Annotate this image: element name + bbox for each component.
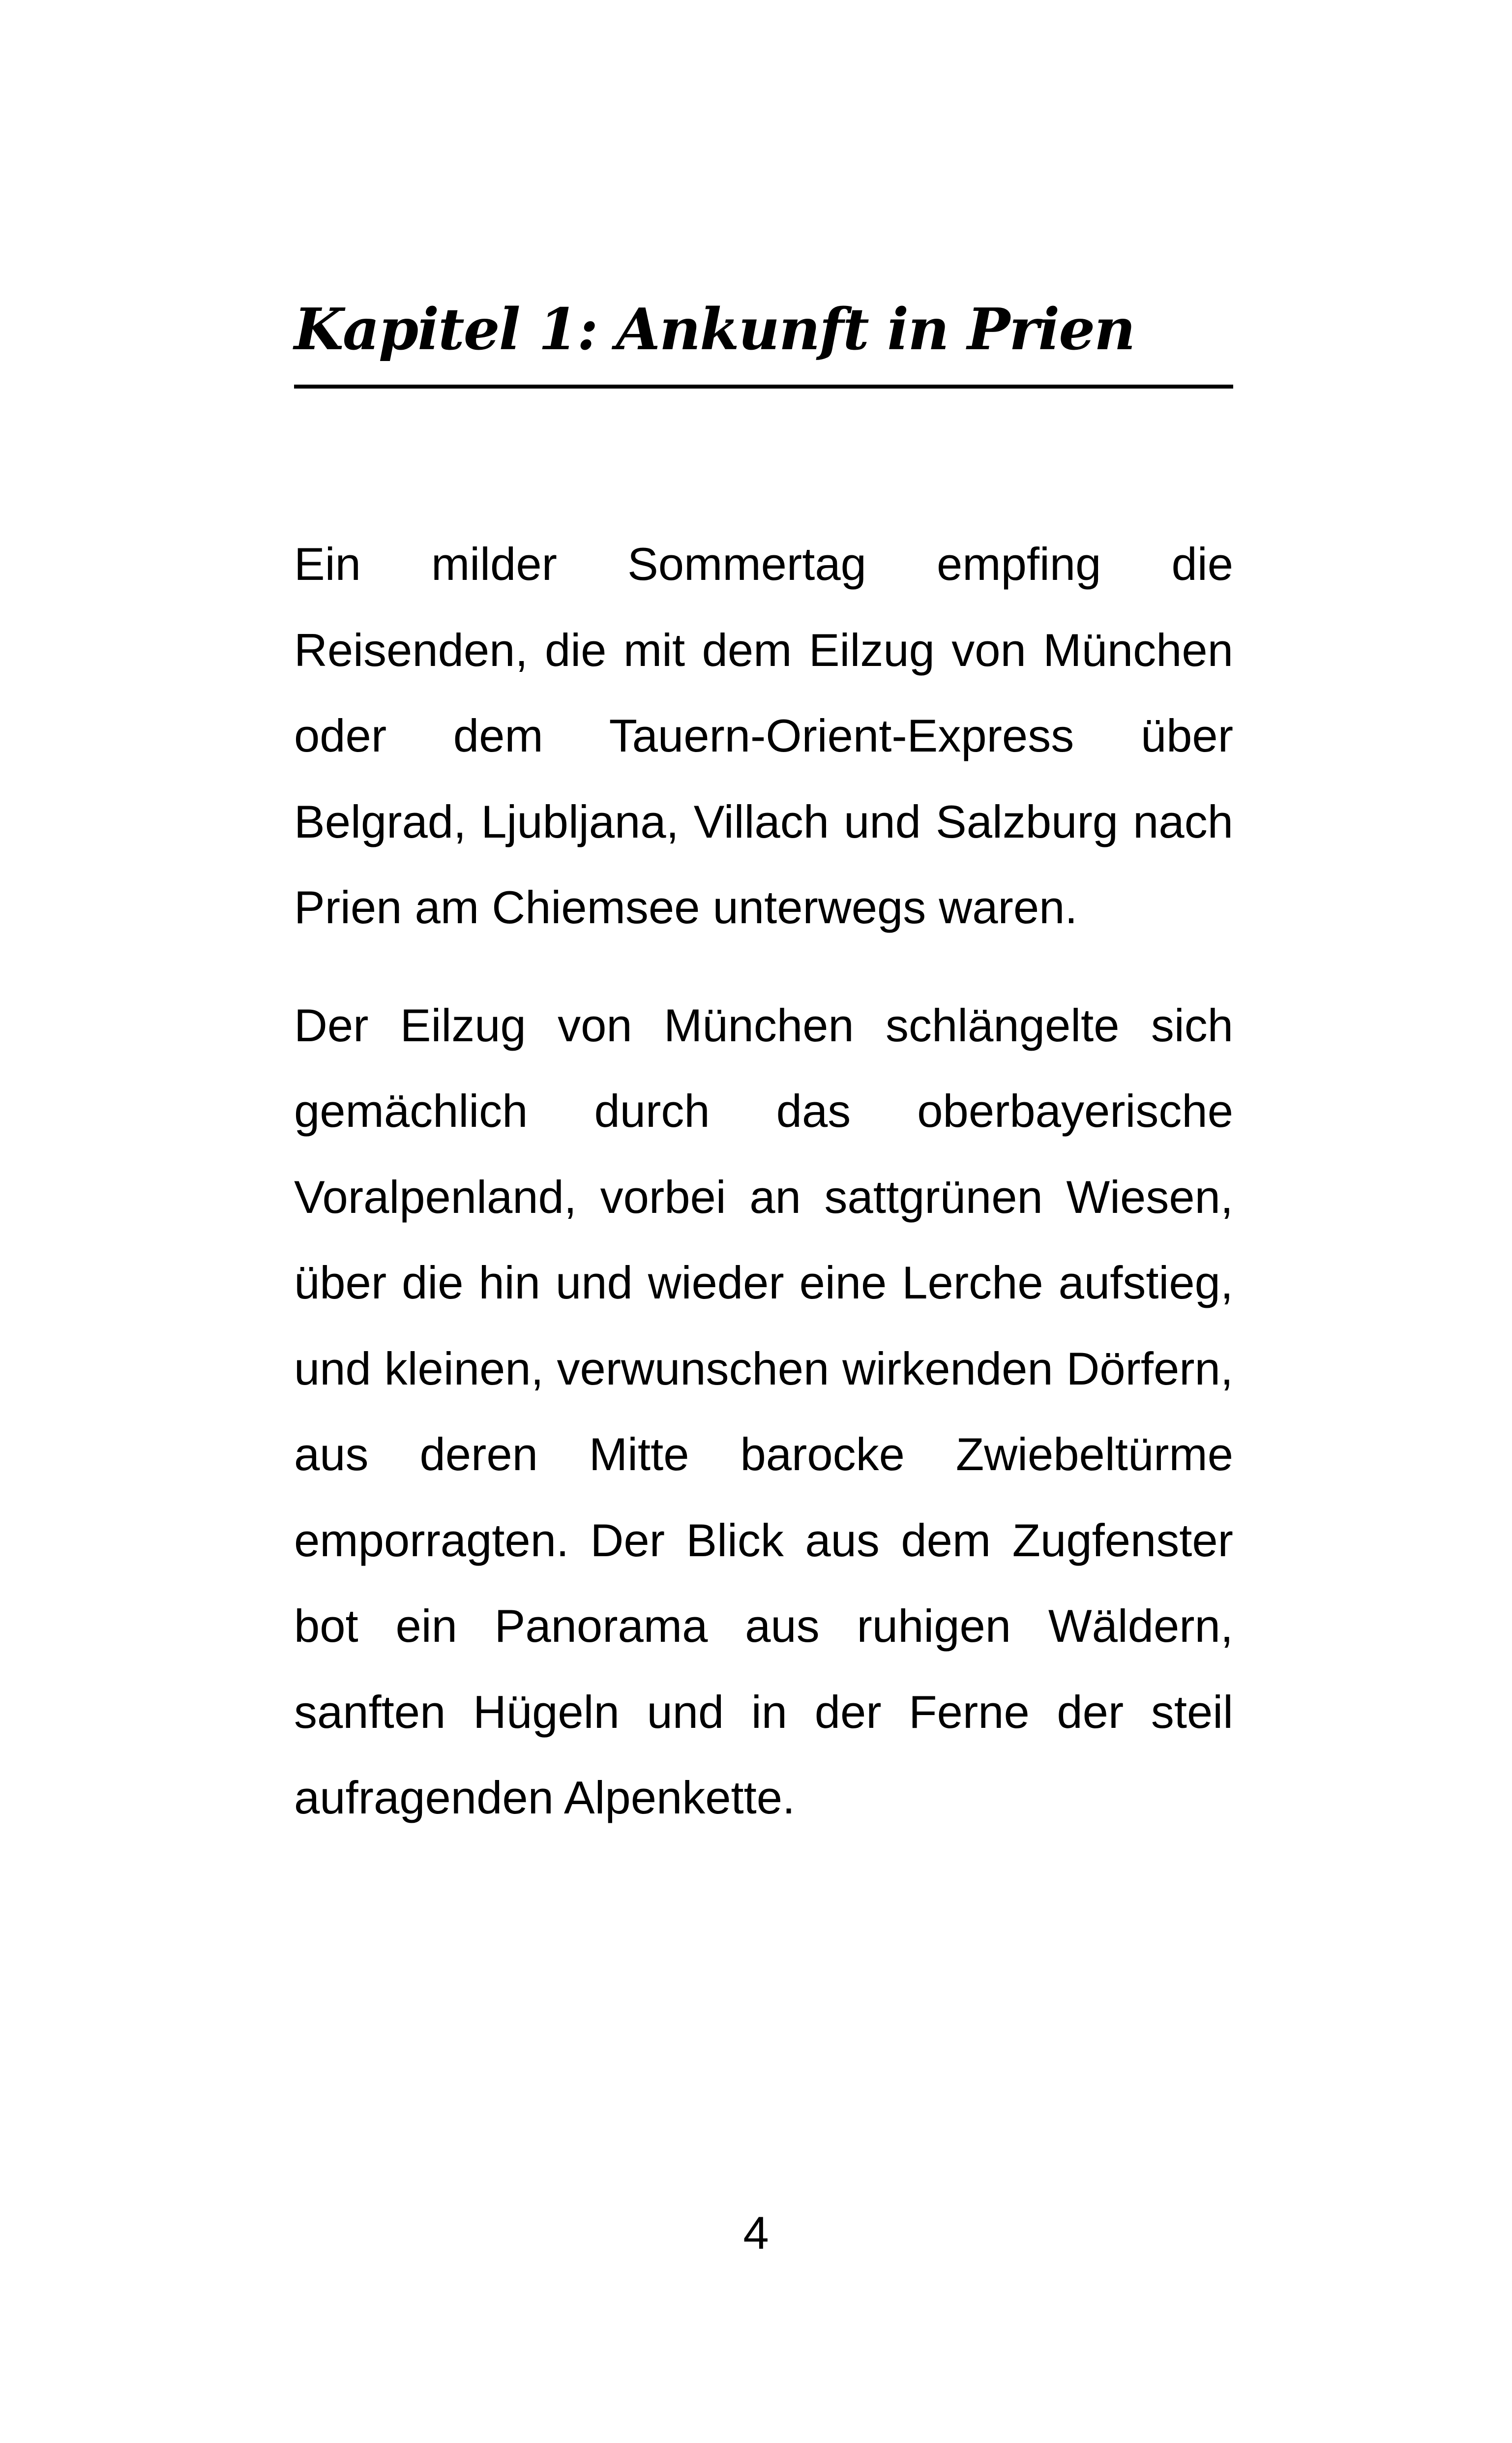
chapter-body — [294, 521, 1233, 1873]
page-number: 4 — [743, 2207, 769, 2259]
title-underline — [294, 385, 1233, 389]
paragraph: Der Eilzug von München schlängelte sich gemächlich durch das oberbayerische Voralpenland, vorbei an sattgrünen Wiesen, über die hin und wieder eine Lerche aufstieg, und kleinen, verwunschen wirkenden Dörfern, aus deren Mitte barocke Zwiebeltürme emporragten. Der Blick aus dem Zugfenster bot ein Panorama aus ruhigen Wäldern, sanften Hügeln und in der Ferne der steil aufragenden Alpenkette. — [294, 999, 1233, 1823]
chapter-title: Kapitel 1: Ankunft in Prien — [294, 296, 1135, 363]
paragraph: Ein milder Sommertag empfing die Reisenden, die mit dem Eilzug von München oder dem Tauern-Orient-Express über Belgrad, Ljubljana, Villach und Salzburg nach Prien am Chiemsee unterwegs waren. — [294, 538, 1233, 933]
